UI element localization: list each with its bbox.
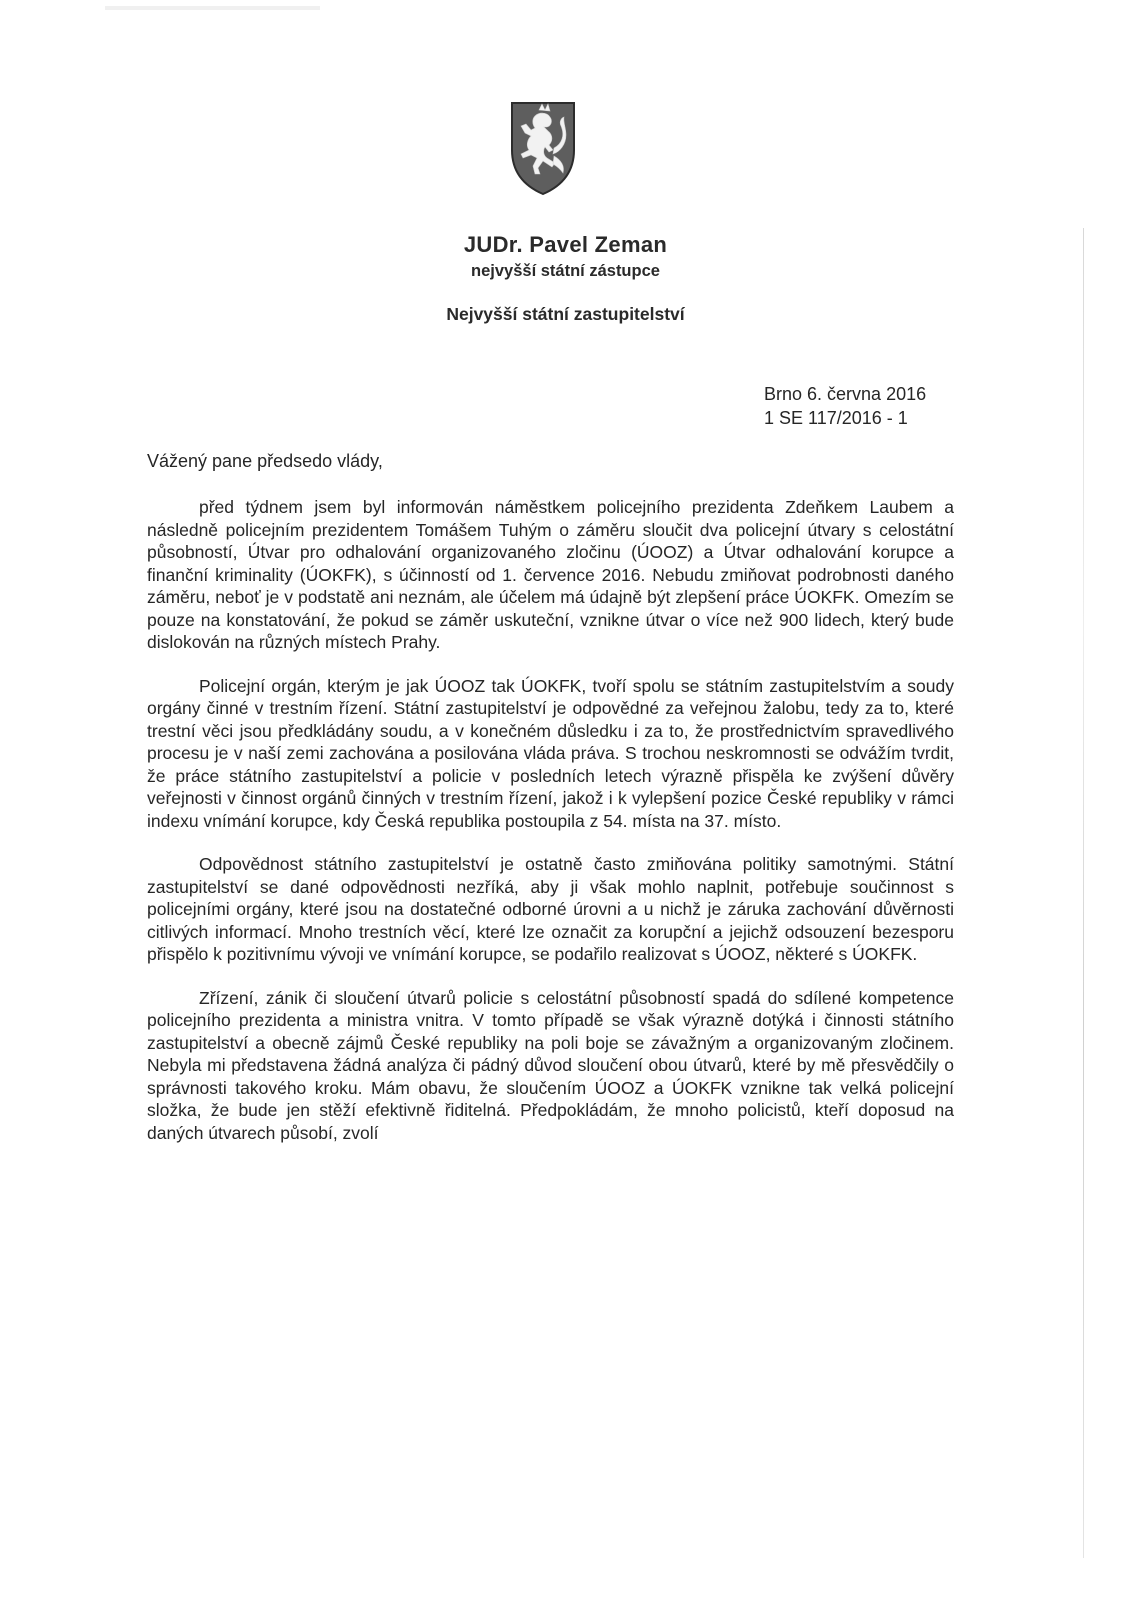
salutation: Vážený pane předsedo vlády, bbox=[147, 451, 383, 471]
paragraph-1: před týdnem jsem byl informován náměstkem policejního prezidenta Zdeňkem Laubem a následně policejním prezidentem Tomášem Tuhým o záměru sloučit dva policejní útvary s celostátní působností, Útvar pro odhalování organizovaného zločinu (ÚOOZ) a Útvar odhalování korupce a finanční kriminality (ÚOKFK), s účinností od 1. července 2016. Nebudu zmiňovat podrobnosti daného záměru, neboť je v podstatě ani neznám, ale účelem má údajně být zlepšení práce ÚOKFK. Omezím se pouze na konstatování, že pokud se záměr uskuteční, vznikne útvar o více než 900 lidech, který bude dislokován na různých místech Prahy. bbox=[147, 497, 954, 652]
paragraph-2: Policejní orgán, kterým je jak ÚOOZ tak ÚOKFK, tvoří spolu se státním zastupitelstvím a soudy orgány činné v trestním řízení. Státní zastupitelství je odpovědné za veřejnou žalobu, tedy za to, které trestní věci jsou předkládány soudu, a v konečném důsledku i za to, že prostřednictvím spravedlivého procesu je v naší zemi zachována a posilována vláda práva. S trochou neskromnosti se odvážím tvrdit, že práce státního zastupitelství a policie v posledních letech výrazně přispěla ke zvýšení důvěry veřejnosti v činnost orgánů činných v trestním řízení, jakož i k vylepšení pozice České republiky v rámci indexu vnímání korupce, kdy Česká republika postoupila z 54. místa na 37. místo. bbox=[147, 675, 954, 831]
sender-role: nejvyšší státní zástupce bbox=[471, 262, 660, 280]
paragraph-3: Odpovědnost státního zastupitelství je ostatně často zmiňována politiky samotnými. Státní zastupitelství se dané odpovědnosti nezříká, aby ji však mohlo naplnit, potřebuje součinnost s policejními orgány, které jsou na dostatečné odborné úrovni a u nichž je záruka zachování důvěrnosti citlivých informací. Mnoho trestních věcí, které lze označit za korupční a jejichž odsouzení bezesporu přispělo k pozitivnímu vývoji ve vnímání korupce, se podařilo realizovat s ÚOOZ, některé s ÚOKFK. bbox=[147, 854, 954, 964]
place-date: Brno 6. června 2016 bbox=[764, 384, 927, 404]
letter-body bbox=[147, 496, 954, 1165]
letterhead bbox=[0, 230, 1131, 326]
sender-name: JUDr. Pavel Zeman bbox=[463, 232, 668, 257]
scan-artifact-right-edge bbox=[1083, 228, 1084, 1558]
reference-number: 1 SE 117/2016 - 1 bbox=[764, 408, 908, 428]
czech-coat-of-arms-emblem bbox=[509, 100, 577, 196]
sender-office: Nejvyšší státní zastupitelství bbox=[446, 304, 685, 324]
scan-artifact-top bbox=[105, 6, 320, 10]
paragraph-4: Zřízení, zánik či sloučení útvarů policie s celostátní působností spadá do sdílené kompetence policejního prezidenta a ministra vnitra. V tomto případě se však výrazně dotýká i činnosti státního zastupitelství a obecně zájmů České republiky na poli boje se závažným a organizovaným zločinem. Nebyla mi představena žádná analýza či pádný důvod sloučení obou útvarů, které by mě přesvědčily o správnosti takového kroku. Mám obavu, že sloučením ÚOOZ a ÚOKFK vznikne tak velká policejní složka, že bude jen stěží efektivně řiditelná. Předpokládám, že mnoho policistů, kteří doposud na daných útvarech působí, zvolí bbox=[147, 987, 954, 1143]
